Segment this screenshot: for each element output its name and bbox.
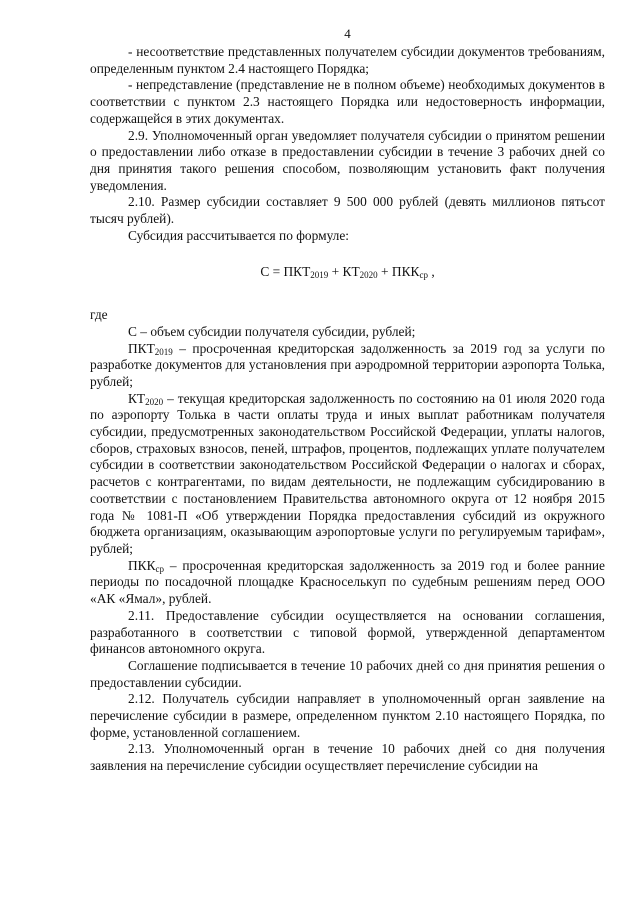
- definition-kt-term: КТ: [128, 390, 146, 406]
- definition-pkt: [90, 341, 605, 391]
- definition-kt-text: – текущая кредиторская задолженность по состоянию на 01 июля 2020 года по аэропорту Толька в части оплаты труда и иных выплат работникам получателя субсидии, предусмотренных законодательством Российской Федерации, уплаты налогов, сборов, страховых взносов, пеней, штрафов, процентов, подлежащих уплате получателем субсидии в соответствии законодательством Российской Федерации о налогах и сборах, расчетов с контрагентами, по видам деятельности, не подлежащим субсидированию в соответствии с постановлением Правительства автономного округа от 12 ноября 2015 года № 1081-П «Об утверждении Порядка предоставления субсидий из окружного бюджета организациям, оказывающим аэропортовые услуги по регулируемым тарифам», рублей;: [90, 390, 605, 556]
- paragraph-formula-intro: Субсидия рассчитывается по формуле:: [128, 227, 350, 243]
- formula-pkt: ПКТ: [283, 264, 311, 280]
- formula-pkt-sub: 2019: [310, 270, 329, 281]
- definition-pkt-sub: 2019: [154, 346, 173, 357]
- definition-pkk-text: – просроченная кредиторская задолженность за 2019 год и более ранние периоды по посадочной площадке Красноселькуп по судебным решениям перед ООО «АК «Ямал», рублей.: [90, 557, 605, 607]
- paragraph-nonsubmission: - непредставление (представление не в полном объеме) необходимых документов в соответствии с пунктом 2.3 настоящего Порядка или недостоверность информации, содержащейся в этих документах.: [90, 77, 605, 126]
- formula-pkk-sub: ср: [419, 270, 428, 281]
- formula-c: С: [260, 264, 270, 280]
- definition-pkk-term: ПКК: [128, 557, 156, 573]
- formula-pkk: ПКК: [391, 264, 420, 280]
- where-label: где: [90, 307, 108, 323]
- formula-plus-2: +: [377, 264, 392, 280]
- formula-tail: ,: [427, 264, 435, 280]
- definition-pkt-term: ПКТ: [128, 340, 155, 356]
- document-body: [90, 44, 605, 775]
- subsidy-formula: [90, 264, 605, 281]
- paragraph-2-10: 2.10. Размер субсидии составляет 9 500 000 рублей (девять миллионов пятьсот тысяч рублей).: [90, 194, 605, 227]
- definition-pkt-text: – просроченная кредиторская задолженность за 2019 год за услуги по разработке документов для установления при аэродромной территории аэропорта Толька, рублей;: [90, 340, 605, 389]
- paragraph-agreement-signing: Соглашение подписывается в течение 10 рабочих дней со дня принятия решения о предоставлении субсидии.: [90, 657, 605, 690]
- page-number: 4: [344, 26, 351, 41]
- definition-kt: [90, 391, 605, 558]
- formula-kt: КТ: [342, 264, 360, 280]
- paragraph-2-13: 2.13. Уполномоченный орган в течение 10 рабочих дней со дня получения заявления на перечисление субсидии осуществляет перечисление субсидии на: [90, 741, 605, 774]
- formula-plus-1: +: [328, 264, 343, 280]
- paragraph-2-9: 2.9. Уполномоченный орган уведомляет получателя субсидии о принятом решении о предоставлении либо отказе в предоставлении субсидии в течение 3 рабочих дней со дня принятия такого решения способом, позволяющим установить факт получения уведомления.: [90, 127, 605, 193]
- definition-c: С – объем субсидии получателя субсидии, рублей;: [128, 323, 416, 339]
- paragraph-nonconformity: - несоответствие представленных получателем субсидии документов требованиям, определенным пунктом 2.4 настоящего Порядка;: [90, 44, 605, 76]
- definition-pkk: [90, 558, 605, 608]
- definition-pkk-sub: ср: [155, 563, 165, 574]
- paragraph-2-11: 2.11. Предоставление субсидии осуществляется на основании соглашения, разработанного в соответствии с типовой формой, утвержденной департаментом финансов автономного округа.: [90, 607, 605, 657]
- formula-equals: =: [269, 264, 284, 280]
- definition-kt-sub: 2020: [145, 396, 164, 407]
- paragraph-2-12: 2.12. Получатель субсидии направляет в уполномоченный орган заявление на перечисление субсидии в размере, определенном пунктом 2.10 настоящего Порядка, по форме, установленной соглашением.: [90, 691, 605, 740]
- formula-kt-sub: 2020: [359, 270, 378, 281]
